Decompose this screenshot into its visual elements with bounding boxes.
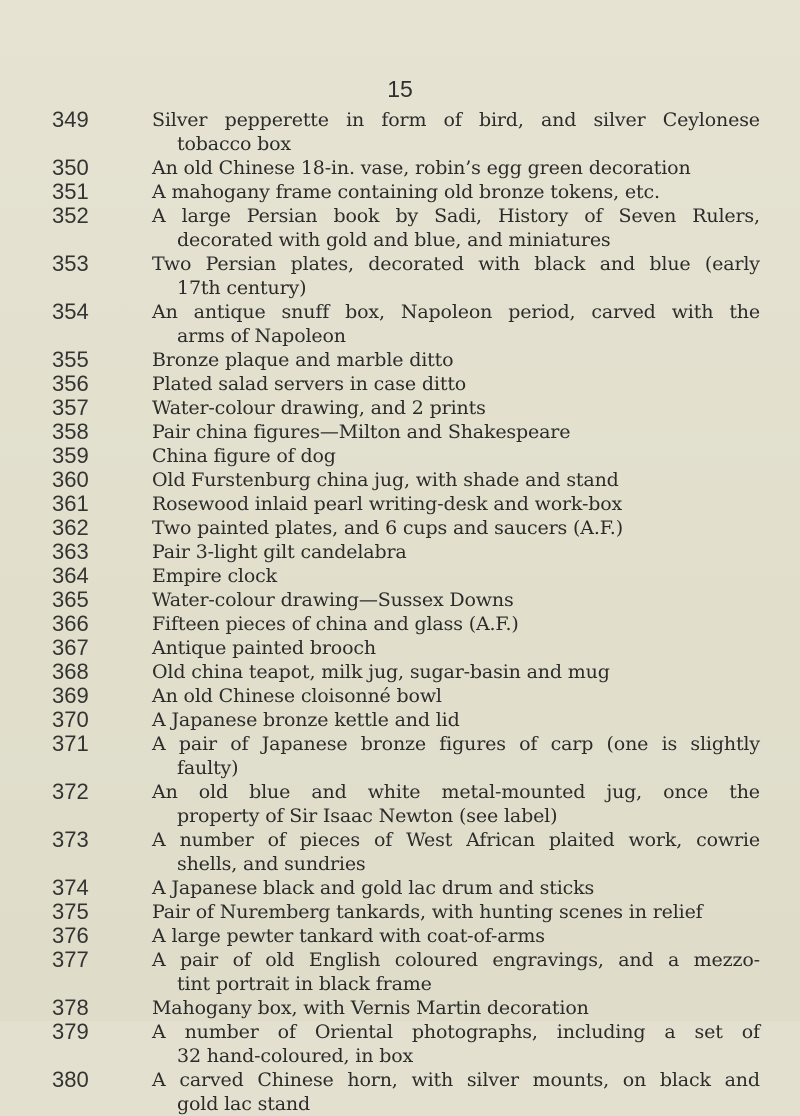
lot-number: 380 xyxy=(52,1067,89,1092)
lot-entry xyxy=(0,156,800,180)
lot-entry xyxy=(0,204,800,252)
lot-number: 364 xyxy=(52,563,89,588)
lot-number: 359 xyxy=(52,443,89,468)
lot-number: 367 xyxy=(52,635,89,660)
lot-number: 368 xyxy=(52,659,89,684)
lot-entry xyxy=(0,420,800,444)
lot-description xyxy=(152,732,760,780)
description-line: Plated salad servers in case ditto xyxy=(152,373,467,395)
lot-description xyxy=(152,564,760,588)
description-line: arms of Napoleon xyxy=(177,325,346,347)
lot-description xyxy=(152,996,760,1020)
lot-number: 356 xyxy=(52,371,89,396)
lot-description xyxy=(152,948,760,996)
lot-entry xyxy=(0,636,800,660)
description-line: An old blue and white metal-mounted jug, once the xyxy=(152,781,760,803)
description-line: Pair china figures—Milton and Shakespeare xyxy=(152,421,571,443)
description-line: A large Persian book by Sadi, History of Seven Rulers, xyxy=(152,205,760,227)
lot-entry xyxy=(0,516,800,540)
page-number: 15 xyxy=(387,76,413,102)
lot-entry xyxy=(0,948,800,996)
lot-entry xyxy=(0,108,800,156)
lot-number: 374 xyxy=(52,875,89,900)
lot-description xyxy=(152,1020,760,1068)
lot-number: 350 xyxy=(52,155,89,180)
lot-entry xyxy=(0,180,800,204)
description-line: 17th century) xyxy=(177,277,307,299)
description-line: A pair of Japanese bronze figures of carp (one is slightly xyxy=(152,733,760,755)
description-line: tobacco box xyxy=(177,133,291,155)
lot-description xyxy=(152,924,760,948)
description-line: Pair 3-light gilt candelabra xyxy=(152,541,407,563)
description-line: property of Sir Isaac Newton (see label) xyxy=(177,805,558,827)
lot-entry xyxy=(0,396,800,420)
lot-entry xyxy=(0,348,800,372)
lot-number: 373 xyxy=(52,827,89,852)
lot-number: 372 xyxy=(52,779,89,804)
description-line: China figure of dog xyxy=(152,445,336,467)
description-line: A Japanese bronze kettle and lid xyxy=(152,709,460,731)
lot-number: 351 xyxy=(52,179,89,204)
lot-entry xyxy=(0,612,800,636)
description-line: A large pewter tankard with coat-of-arms xyxy=(152,925,545,947)
lot-number: 354 xyxy=(52,299,89,324)
lot-description xyxy=(152,588,760,612)
lot-number: 362 xyxy=(52,515,89,540)
lot-entry xyxy=(0,588,800,612)
lot-description xyxy=(152,108,760,156)
lot-entry xyxy=(0,732,800,780)
lot-entry xyxy=(0,660,800,684)
lot-entry xyxy=(0,540,800,564)
description-line: gold lac stand xyxy=(177,1093,310,1115)
lot-number: 358 xyxy=(52,419,89,444)
lot-description xyxy=(152,156,760,180)
description-line: A number of pieces of West African plaited work, cowrie xyxy=(152,829,760,851)
description-line: Silver pepperette in form of bird, and silver Ceylonese xyxy=(152,109,760,131)
description-line: Pair of Nuremberg tankards, with hunting scenes in relief xyxy=(152,901,703,923)
lot-number: 379 xyxy=(52,1019,89,1044)
description-line: faulty) xyxy=(177,757,239,779)
lot-number: 378 xyxy=(52,995,89,1020)
lot-number: 369 xyxy=(52,683,89,708)
lot-entry xyxy=(0,564,800,588)
lot-entry xyxy=(0,372,800,396)
description-line: An old Chinese 18-in. vase, robin’s egg green decoration xyxy=(152,157,691,179)
description-line: Rosewood inlaid pearl writing-desk and work-box xyxy=(152,493,623,515)
lot-number: 365 xyxy=(52,587,89,612)
lot-description xyxy=(152,540,760,564)
description-line: A number of Oriental photographs, including a set of xyxy=(152,1021,760,1043)
lot-number: 361 xyxy=(52,491,89,516)
lot-entry xyxy=(0,708,800,732)
description-line: A Japanese black and gold lac drum and sticks xyxy=(152,877,595,899)
lot-description xyxy=(152,372,760,396)
description-line: Mahogany box, with Vernis Martin decoration xyxy=(152,997,589,1019)
description-line: A pair of old English coloured engravings, and a mezzo- xyxy=(152,949,760,971)
lot-entry xyxy=(0,900,800,924)
lot-number: 375 xyxy=(52,899,89,924)
description-line: 32 hand-coloured, in box xyxy=(177,1045,414,1067)
lot-entry xyxy=(0,492,800,516)
lot-number: 366 xyxy=(52,611,89,636)
lot-entry xyxy=(0,444,800,468)
lot-entry xyxy=(0,252,800,300)
lot-number: 360 xyxy=(52,467,89,492)
lot-number: 363 xyxy=(52,539,89,564)
lot-entry xyxy=(0,924,800,948)
lot-entry xyxy=(0,1020,800,1068)
lot-description xyxy=(152,516,760,540)
lot-entry xyxy=(0,828,800,876)
lot-description xyxy=(152,660,760,684)
lot-number: 377 xyxy=(52,947,89,972)
lot-entry xyxy=(0,876,800,900)
lot-entry xyxy=(0,996,800,1020)
lot-description xyxy=(152,444,760,468)
lot-entry xyxy=(0,300,800,348)
lot-description xyxy=(152,876,760,900)
description-line: An antique snuff box, Napoleon period, carved with the xyxy=(152,301,760,323)
lot-entry xyxy=(0,1068,800,1116)
description-line: Antique painted brooch xyxy=(152,637,376,659)
lot-description xyxy=(152,828,760,876)
description-line: Fifteen pieces of china and glass (A.F.) xyxy=(152,613,519,635)
description-line: Empire clock xyxy=(152,565,278,587)
lot-entry xyxy=(0,684,800,708)
lot-list xyxy=(0,108,800,1116)
description-line: Old Furstenburg china jug, with shade and stand xyxy=(152,469,619,491)
description-line: A mahogany frame containing old bronze tokens, etc. xyxy=(152,181,660,203)
description-line: Two Persian plates, decorated with black and blue (early xyxy=(152,253,760,275)
lot-number: 376 xyxy=(52,923,89,948)
description-line: decorated with gold and blue, and miniatures xyxy=(177,229,611,251)
lot-number: 370 xyxy=(52,707,89,732)
description-line: Water-colour drawing—Sussex Downs xyxy=(152,589,514,611)
lot-number: 357 xyxy=(52,395,89,420)
lot-description xyxy=(152,420,760,444)
lot-description xyxy=(152,252,760,300)
lot-number: 353 xyxy=(52,251,89,276)
description-line: Old china teapot, milk jug, sugar-basin and mug xyxy=(152,661,610,683)
description-line: Bronze plaque and marble ditto xyxy=(152,349,454,371)
description-line: Water-colour drawing, and 2 prints xyxy=(152,397,486,419)
lot-description xyxy=(152,1068,760,1116)
lot-description xyxy=(152,780,760,828)
lot-description xyxy=(152,180,760,204)
description-line: A carved Chinese horn, with silver mounts, on black and xyxy=(152,1069,760,1091)
lot-description xyxy=(152,900,760,924)
description-line: Two painted plates, and 6 cups and saucers (A.F.) xyxy=(152,517,623,539)
lot-entry xyxy=(0,780,800,828)
lot-entry xyxy=(0,468,800,492)
lot-description xyxy=(152,468,760,492)
lot-number: 349 xyxy=(52,107,89,132)
description-line: An old Chinese cloisonné bowl xyxy=(152,685,442,707)
lot-number: 355 xyxy=(52,347,89,372)
lot-description xyxy=(152,492,760,516)
lot-description xyxy=(152,348,760,372)
lot-description xyxy=(152,204,760,252)
lot-description xyxy=(152,708,760,732)
lot-number: 352 xyxy=(52,203,89,228)
description-line: tint portrait in black frame xyxy=(177,973,432,995)
description-line: shells, and sundries xyxy=(177,853,366,875)
lot-description xyxy=(152,300,760,348)
lot-number: 371 xyxy=(52,731,89,756)
lot-description xyxy=(152,612,760,636)
lot-description xyxy=(152,636,760,660)
lot-description xyxy=(152,684,760,708)
lot-description xyxy=(152,396,760,420)
